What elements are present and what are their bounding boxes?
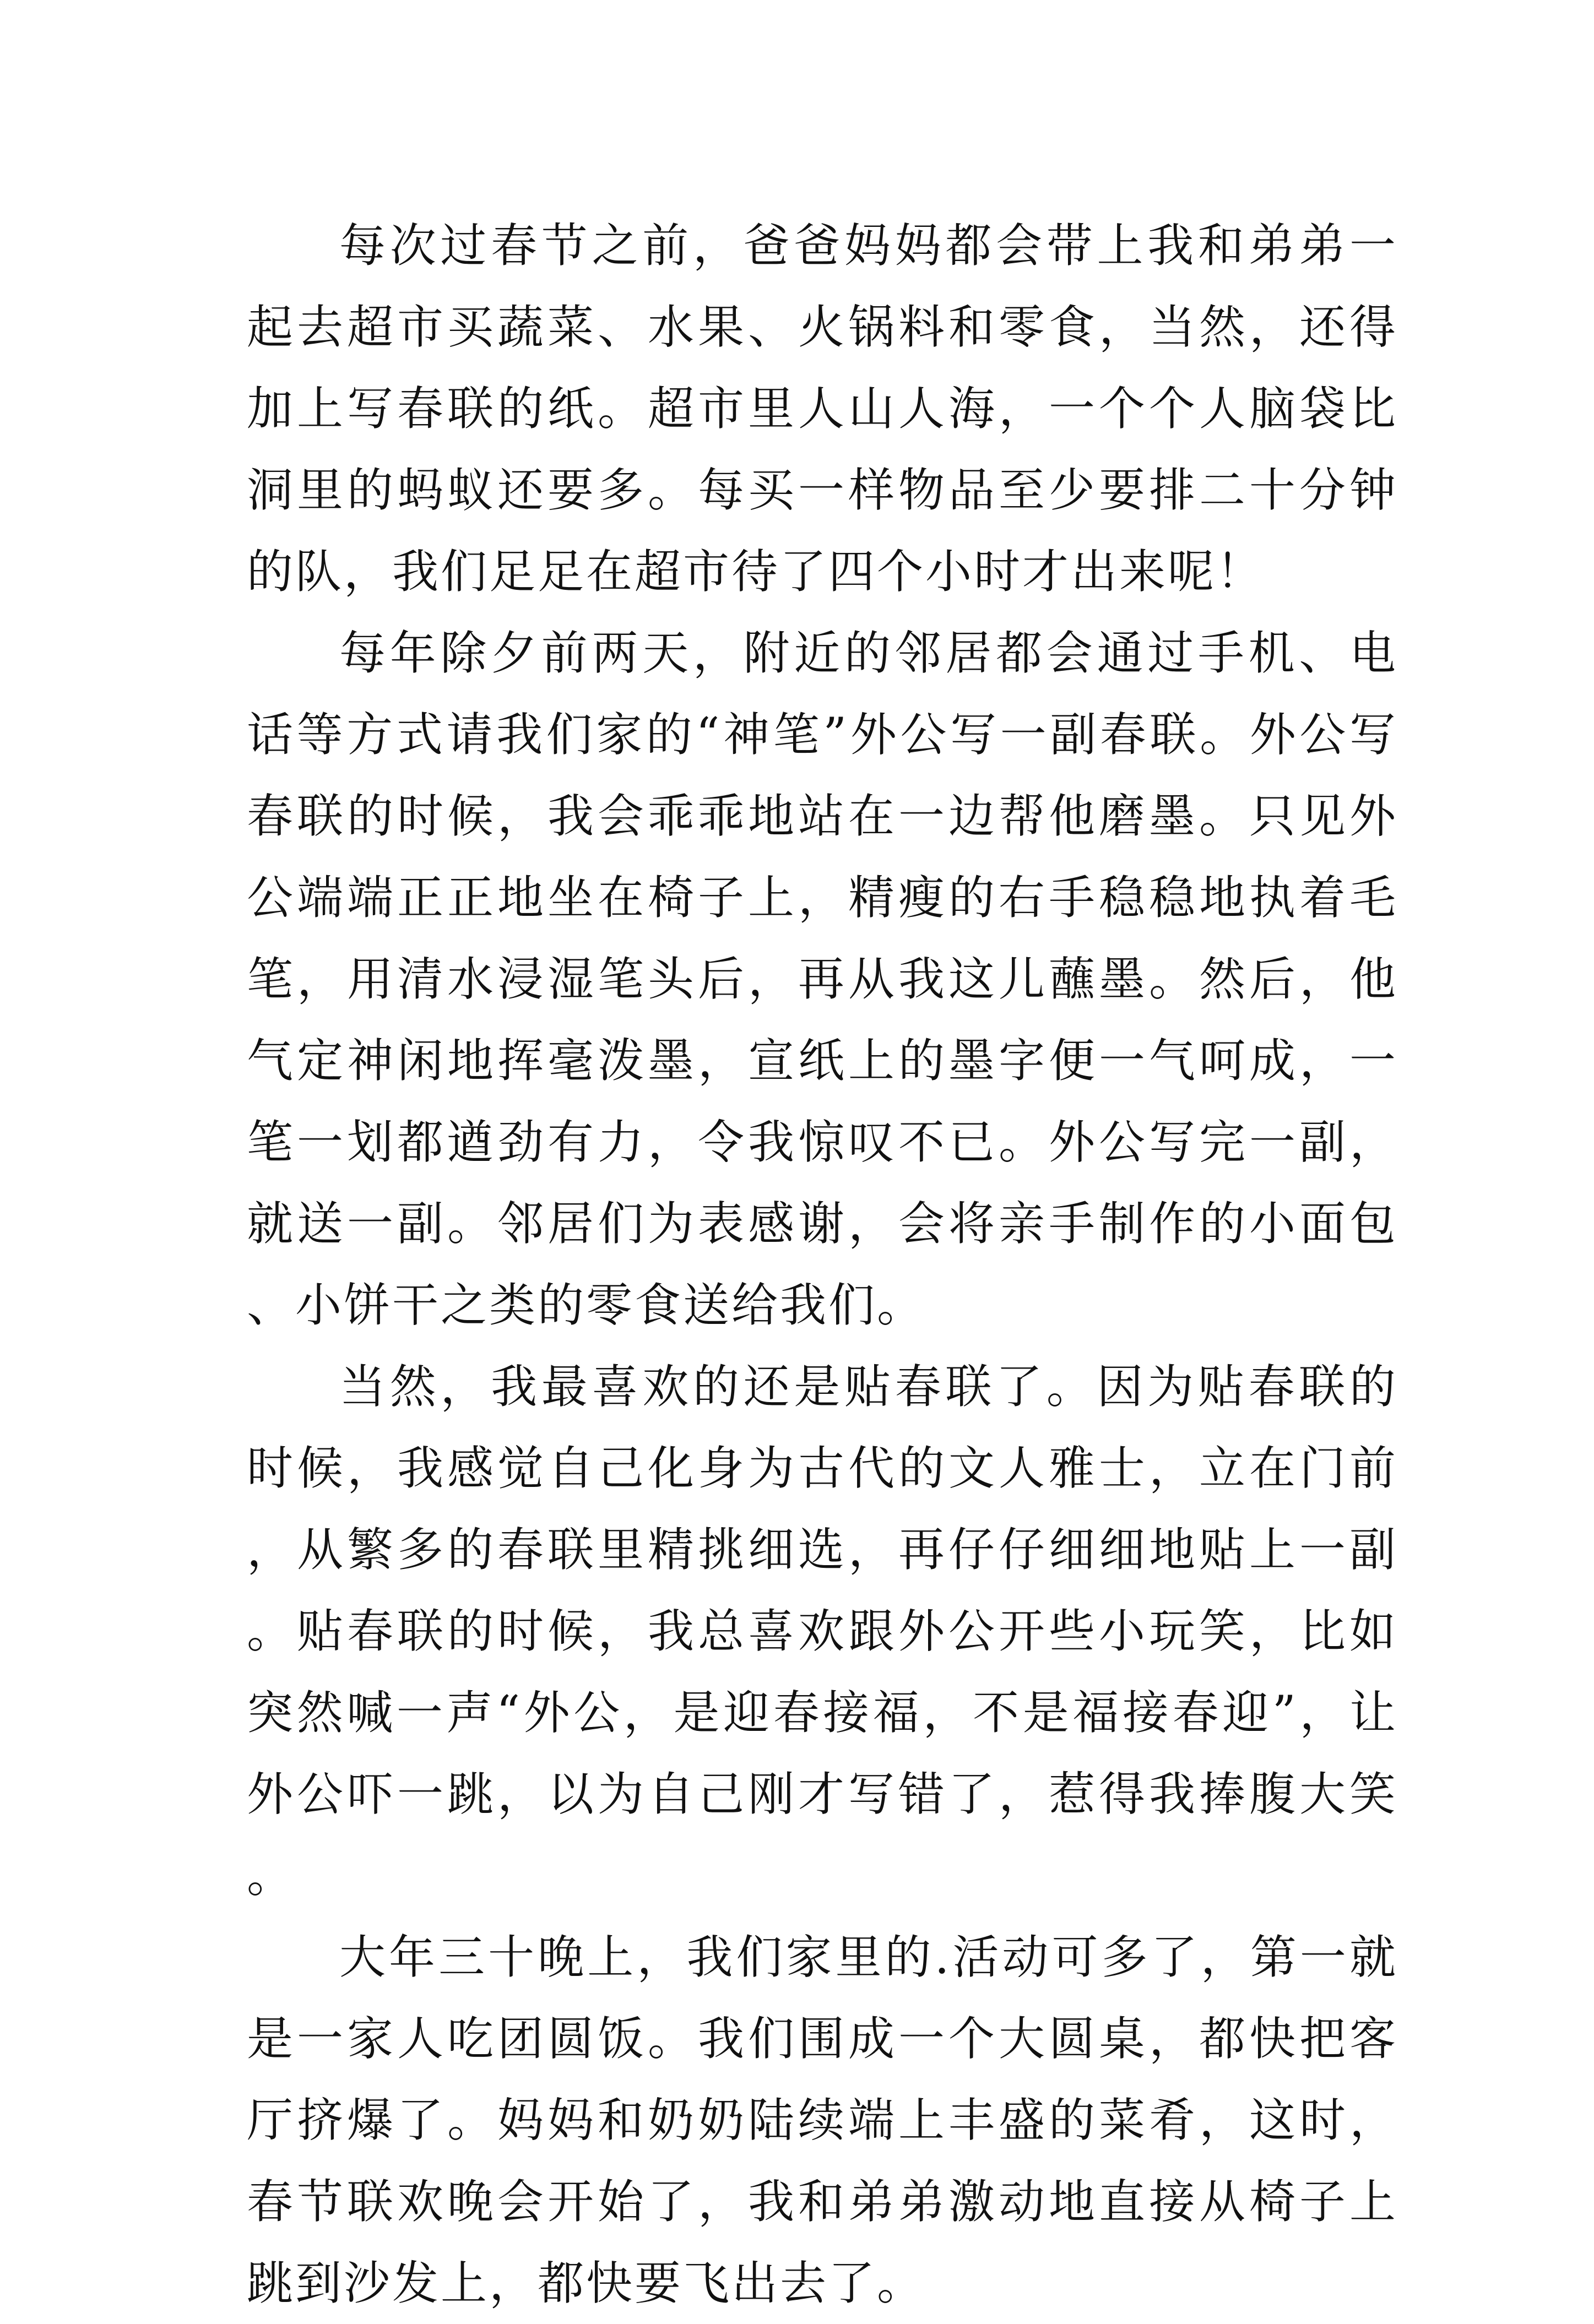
- paragraph-4: 大年三十晚上，我们家里的.活动可多了，第一就是一家人吃团圆饭。我们围成一个大圆桌，都快把客厅挤爆了。妈妈和奶奶陆续端上丰盛的菜肴，这时，春节联欢晚会开始了，我和弟弟激动地直接从椅子上跳到沙发上，都快要飞出去了。: [247, 1930, 1398, 2310]
- paragraph-1: 每次过春节之前，爸爸妈妈都会带上我和弟弟一起去超市买蔬菜、水果、火锅料和零食，当然，还得加上写春联的纸。超市里人山人海，一个个人脑袋比洞里的蚂蚁还要多。每买一样物品至少要排二十分钟的队，我们足足在超市待了四个小时才出来呢！: [247, 219, 1398, 599]
- paragraph-3: 当然，我最喜欢的还是贴春联了。因为贴春联的时候，我感觉自己化身为古代的文人雅士，立在门前，从繁多的春联里精挑细选，再仔仔细细地贴上一副。贴春联的时候，我总喜欢跟外公开些小玩笑，比如突然喊一声“外公，是迎春接福，不是福接春迎”，让外公吓一跳，以为自己刚才写错了，惹得我捧腹大笑。: [247, 1360, 1398, 1903]
- paragraph-2: 每年除夕前两天，附近的邻居都会通过手机、电话等方式请我们家的“神笔”外公写一副春联。外公写春联的时候，我会乖乖地站在一边帮他磨墨。只见外公端端正正地坐在椅子上，精瘦的右手稳稳地执着毛笔，用清水浸湿笔头后，再从我这儿蘸墨。然后，他气定神闲地挥毫泼墨，宣纸上的墨字便一气呵成，一笔一划都遒劲有力，令我惊叹不已。外公写完一副，就送一副。邻居们为表感谢，会将亲手制作的小面包、小饼干之类的零食送给我们。: [247, 626, 1398, 1332]
- essay-body: [247, 205, 1398, 2324]
